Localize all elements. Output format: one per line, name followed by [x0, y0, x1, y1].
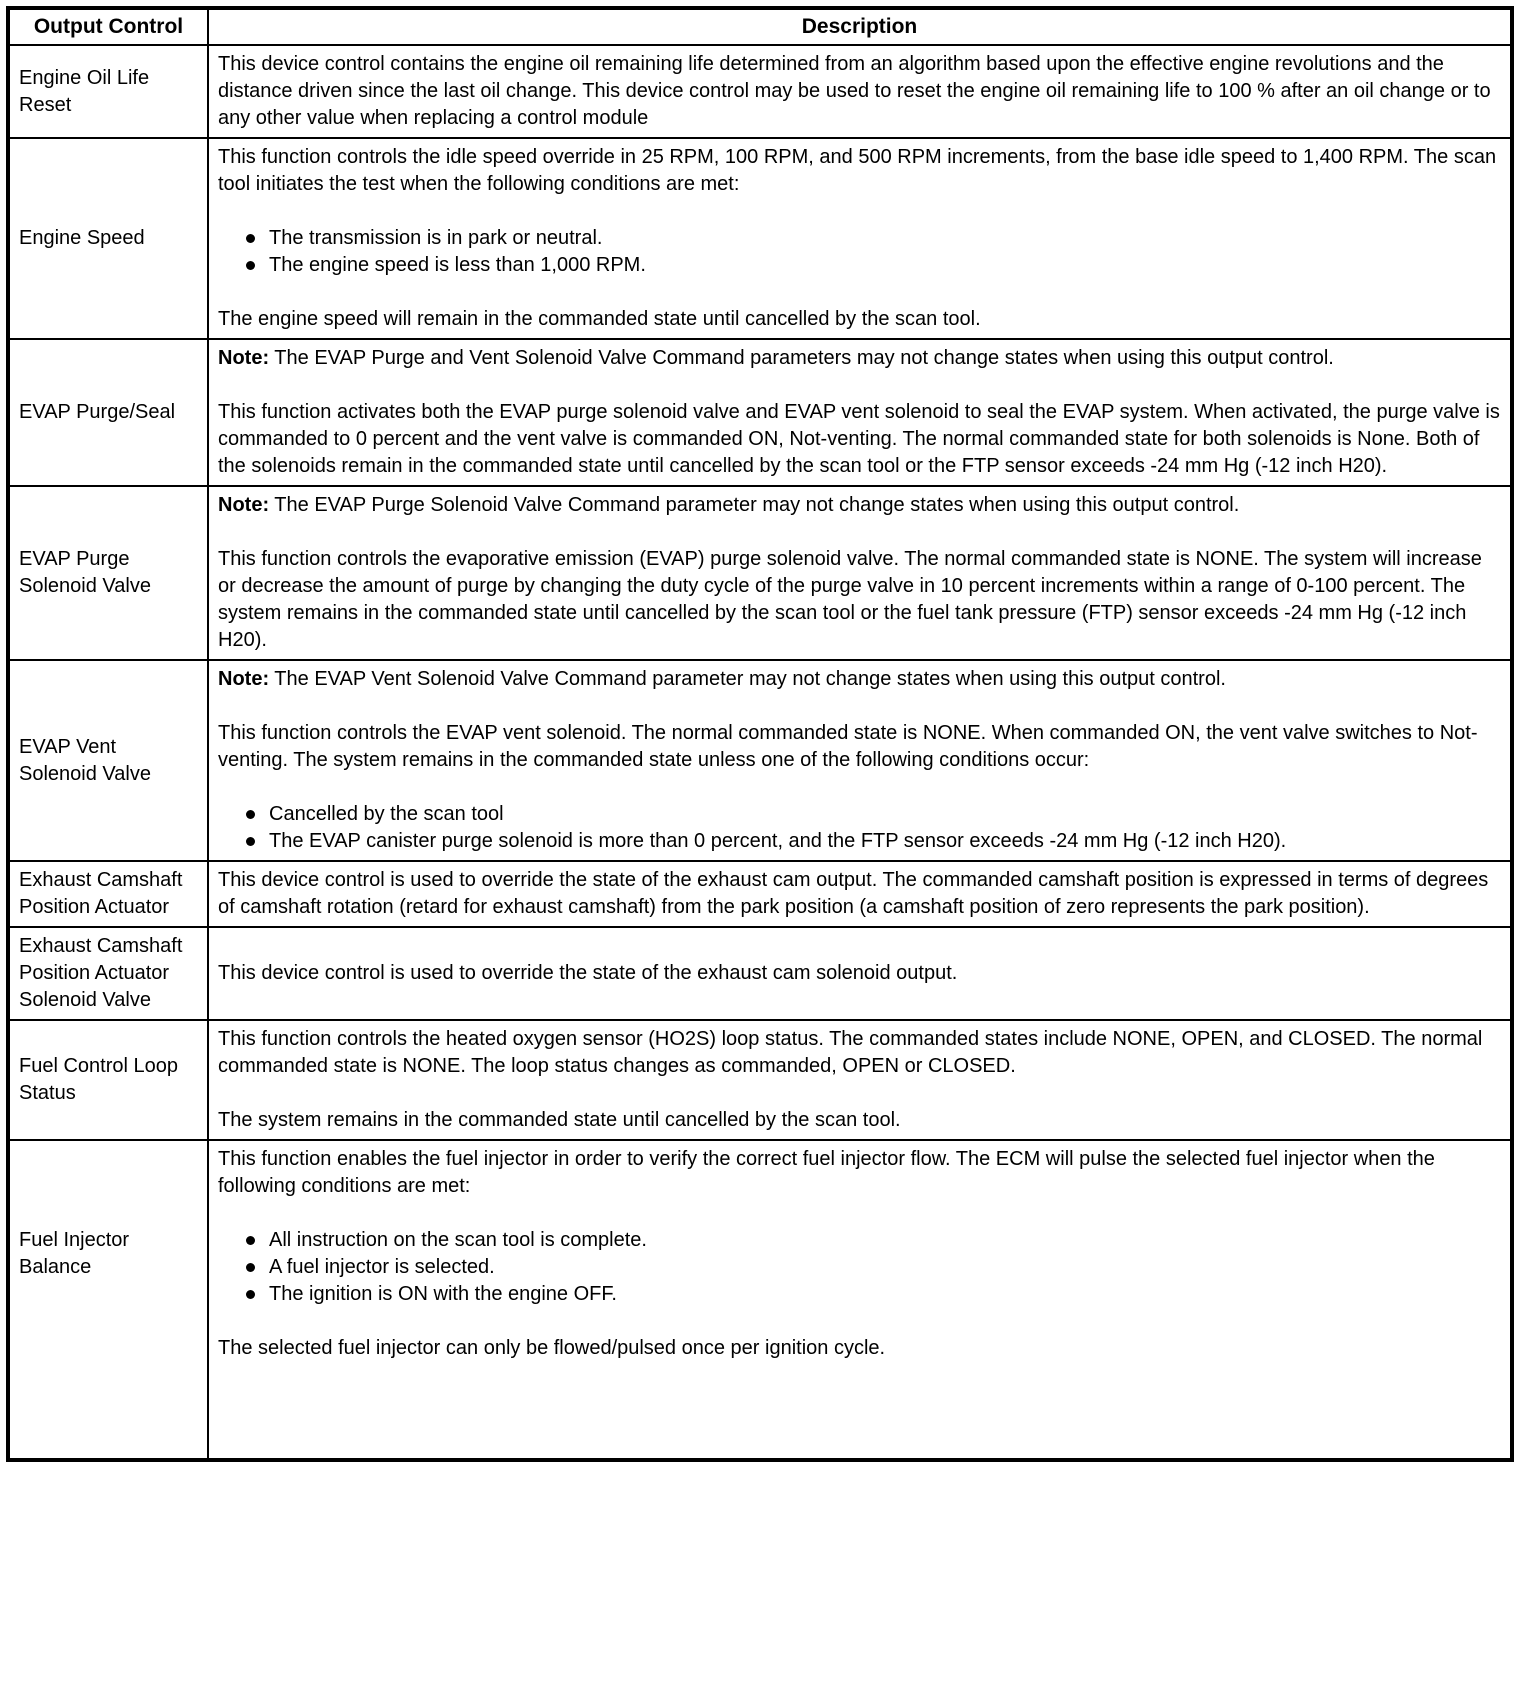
description-paragraph: This function controls the EVAP vent solenoid. The normal commanded state is NONE. When commanded ON, the vent valve switches to Not-venting. The system remains in the commanded state unless one of the following conditions occur:: [218, 722, 1478, 771]
description-paragraph: This device control is used to override the state of the exhaust cam solenoid output.: [218, 962, 958, 984]
output-control-cell: Exhaust Camshaft Position Actuator: [8, 861, 208, 927]
output-control-cell: Engine Oil Life Reset: [8, 45, 208, 138]
bullet-item: A fuel injector is selected.: [246, 1254, 1501, 1281]
description-paragraph: This device control is used to override the state of the exhaust cam output. The commanded camshaft position is expressed in terms of degrees of camshaft rotation (retard for exhaust camshaft) from the park position (a camshaft position of zero represents the park position).: [218, 869, 1489, 918]
description-cell: [208, 861, 1512, 927]
bullet-list: [218, 225, 1501, 279]
description-cell: [208, 138, 1512, 339]
bullet-list: [218, 801, 1501, 855]
header-row: [8, 8, 1512, 45]
output-control-cell: Fuel Control Loop Status: [8, 1020, 208, 1140]
description-cell: [208, 45, 1512, 138]
table-row: [8, 138, 1512, 339]
output-control-cell: EVAP Vent Solenoid Valve: [8, 660, 208, 861]
description-paragraph: Note: The EVAP Purge Solenoid Valve Command parameter may not change states when using this output control.: [218, 494, 1240, 516]
table-row: [8, 660, 1512, 861]
description-paragraph: The system remains in the commanded state until cancelled by the scan tool.: [218, 1109, 901, 1131]
header-output-control: Output Control: [8, 8, 208, 45]
bullet-item: The EVAP canister purge solenoid is more than 0 percent, and the FTP sensor exceeds -24 mm Hg (-12 inch H20).: [246, 828, 1501, 855]
description-paragraph: This function controls the heated oxygen sensor (HO2S) loop status. The commanded states include NONE, OPEN, and CLOSED. The normal commanded state is NONE. The loop status changes as commanded, OPEN or CLOSED.: [218, 1028, 1483, 1077]
description-cell: [208, 660, 1512, 861]
table-row: [8, 339, 1512, 486]
description-paragraph: This function enables the fuel injector in order to verify the correct fuel injector flow. The ECM will pulse the selected fuel injector when the following conditions are met:: [218, 1148, 1435, 1197]
description-paragraph: Note: The EVAP Vent Solenoid Valve Command parameter may not change states when using this output control.: [218, 668, 1226, 690]
description-cell: [208, 1020, 1512, 1140]
bullet-item: Cancelled by the scan tool: [246, 801, 1501, 828]
description-paragraph: This function controls the evaporative emission (EVAP) purge solenoid valve. The normal commanded state is NONE. The system will increase or decrease the amount of purge by changing the duty cycle of the purge valve in 10 percent increments within a range of 0-100 percent. The system remains in the commanded state until cancelled by the scan tool or the fuel tank pressure (FTP) sensor exceeds -24 mm Hg (-12 inch H20).: [218, 548, 1482, 651]
output-control-cell: EVAP Purge/Seal: [8, 339, 208, 486]
description-cell: [208, 1140, 1512, 1460]
description-paragraph: The selected fuel injector can only be flowed/pulsed once per ignition cycle.: [218, 1337, 886, 1359]
description-paragraph: This function activates both the EVAP purge solenoid valve and EVAP vent solenoid to seal the EVAP system. When activated, the purge valve is commanded to 0 percent and the vent valve is commanded ON, Not-venting. The normal commanded state for both solenoids is None. Both of the solenoids remain in the commanded state until cancelled by the scan tool or the FTP sensor exceeds -24 mm Hg (-12 inch H20).: [218, 401, 1500, 477]
output-control-cell: Engine Speed: [8, 138, 208, 339]
bullet-item: The ignition is ON with the engine OFF.: [246, 1281, 1501, 1308]
table-row: [8, 1140, 1512, 1460]
description-paragraph: This device control contains the engine oil remaining life determined from an algorithm based upon the effective engine revolutions and the distance driven since the last oil change. This device control may be used to reset the engine oil remaining life to 100 % after an oil change or to any other value when replacing a control module: [218, 53, 1491, 129]
table-row: [8, 486, 1512, 660]
note-label: Note:: [218, 494, 270, 516]
output-control-cell: Fuel Injector Balance: [8, 1140, 208, 1460]
description-paragraph: The engine speed will remain in the commanded state until cancelled by the scan tool.: [218, 308, 981, 330]
note-label: Note:: [218, 347, 270, 369]
description-paragraph: Note: The EVAP Purge and Vent Solenoid Valve Command parameters may not change states when using this output control.: [218, 347, 1334, 369]
output-control-cell: EVAP Purge Solenoid Valve: [8, 486, 208, 660]
output-control-table: [6, 6, 1514, 1462]
description-cell: [208, 339, 1512, 486]
bullet-list: [218, 1227, 1501, 1308]
description-paragraph: This function controls the idle speed override in 25 RPM, 100 RPM, and 500 RPM increments, from the base idle speed to 1,400 RPM. The scan tool initiates the test when the following conditions are met:: [218, 146, 1497, 195]
header-description: Description: [208, 8, 1512, 45]
table-row: [8, 861, 1512, 927]
table-row: [8, 45, 1512, 138]
table-row: [8, 927, 1512, 1020]
bullet-item: All instruction on the scan tool is complete.: [246, 1227, 1501, 1254]
description-cell: [208, 927, 1512, 1020]
output-control-cell: Exhaust Camshaft Position Actuator Solenoid Valve: [8, 927, 208, 1020]
description-cell: [208, 486, 1512, 660]
bullet-item: The engine speed is less than 1,000 RPM.: [246, 252, 1501, 279]
note-label: Note:: [218, 668, 270, 690]
bullet-item: The transmission is in park or neutral.: [246, 225, 1501, 252]
table-row: [8, 1020, 1512, 1140]
table-body: [8, 45, 1512, 1460]
